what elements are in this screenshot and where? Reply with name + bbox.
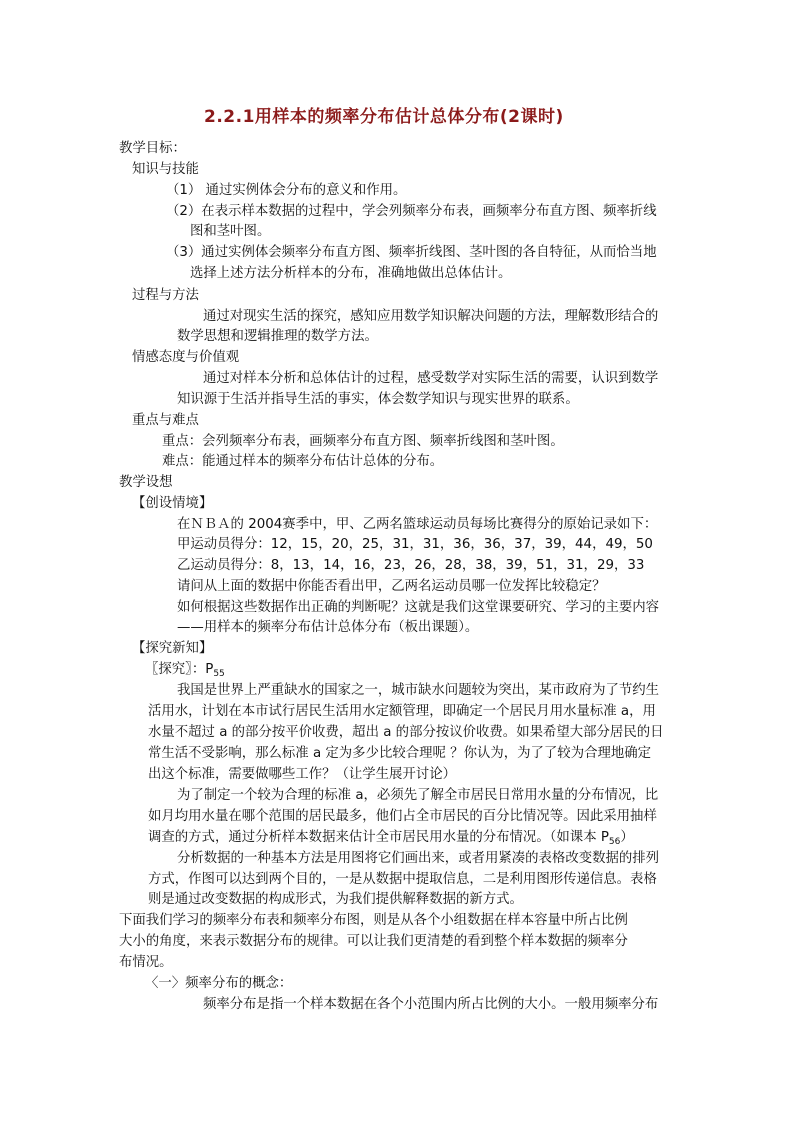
explore-p3-line1: 分析数据的一种基本方法是用图将它们画出来，或者用紧凑的表格改变数据的排列 xyxy=(177,851,660,866)
knowledge-item-1: （1） 通过实例体会分布的意义和作用。 xyxy=(166,183,407,198)
explore-p1-line3: 水量不超过 a 的部分按平价收费，超出 a 的部分按议价收费。如果希望大部分居民的日 xyxy=(148,725,664,740)
page-title: 2.2.1用样本的频率分布估计总体分布(2课时) xyxy=(204,107,564,127)
difficulty-point: 难点：能通过样本的频率分布估计总体的分布。 xyxy=(162,454,444,469)
emotion-line2: 知识源于生活并指导生活的事实，体会数学知识与现实世界的联系。 xyxy=(177,392,579,407)
process-line2: 数学思想和逻辑推理的数学方法。 xyxy=(177,329,378,344)
knowledge-heading: 知识与技能 xyxy=(132,162,199,177)
explore-p4-line1: 下面我们学习的频率分布表和频率分布图，则是从各个小组数据在样本容量中所占比例 xyxy=(119,913,628,928)
explore-p2-line3: 调查的方式，通过分析样本数据来估计全市居民用水量的分布情况。（如课本 $P_{56}$） xyxy=(148,830,634,847)
key-point: 重点：会列频率分布表，画频率分布直方图、频率折线图和茎叶图。 xyxy=(162,434,564,449)
player-b-scores: 乙运动员得分：8，13，14，16，23，26，28，38，39，51，31，29，33 xyxy=(177,558,645,573)
process-heading: 过程与方法 xyxy=(132,288,199,303)
emotion-heading: 情感态度与价值观 xyxy=(132,350,240,365)
key-heading: 重点与难点 xyxy=(132,413,199,428)
knowledge-item-2-line2: 图和茎叶图。 xyxy=(190,224,271,239)
emotion-line1: 通过对样本分析和总体估计的过程，感受数学对实际生活的需要，认识到数学 xyxy=(203,371,659,386)
frequency-section-heading: 〈一〉频率分布的概念： xyxy=(145,976,293,991)
explore-tag: 〖探究〗：$P_{55}$ xyxy=(145,662,225,679)
scenario-question-2: 如何根据这些数据作出正确的判断呢？这就是我们这堂课要研究、学习的主要内容 xyxy=(177,600,660,615)
explore-p3-line2: 方式，作图可以达到两个目的，一是从数据中提取信息，二是利用图形传递信息。表格 xyxy=(148,872,657,887)
explore-p4-line3: 布情况。 xyxy=(119,955,173,970)
player-a-scores: 甲运动员得分：12，15，20，25，31，31，36，36，37，39，44，49，50 xyxy=(177,537,653,552)
scenario-question-1: 请问从上面的数据中你能否看出甲，乙两名运动员哪一位发挥比较稳定？ xyxy=(177,579,606,594)
scenario-line1: 在ＮＢＡ的 2004赛季中，甲、乙两名篮球运动员每场比赛得分的原始记录如下： xyxy=(177,517,658,532)
explore-p2-line2: 如月均用水量在哪个范围的居民最多，他们占全市居民的百分比情况等。因此采用抽样 xyxy=(148,809,657,824)
scenario-heading: 【创设情境】 xyxy=(132,496,213,511)
scenario-question-3: ——用样本的频率分布估计总体分布（板出课题）。 xyxy=(177,620,479,635)
explore-p1-line1: 我国是世界上严重缺水的国家之一，城市缺水问题较为突出，某市政府为了节约生 xyxy=(177,683,660,698)
process-line1: 通过对现实生活的探究，感知应用数学知识解决问题的方法，理解数形结合的 xyxy=(203,309,659,324)
explore-p1-line4: 常生活不受影响，那么标准 a 定为多少比较合理呢 ？你认为，为了了较为合理地确定 xyxy=(148,746,652,761)
knowledge-item-3-line2: 选择上述方法分析样本的分布，准确地做出总体估计。 xyxy=(190,266,512,281)
explore-p1-line2: 活用水，计划在本市试行居民生活用水定额管理，即确定一个居民月用水量标准 a，用 xyxy=(148,704,656,719)
explore-p2-line1: 为了制定一个较为合理的标准 a，必须先了解全市居民日常用水量的分布情况，比 xyxy=(177,788,659,803)
explore-p1-line5: 出这个标准，需要做哪些工作？（让学生展开讨论） xyxy=(148,767,456,782)
knowledge-item-2-line1: （2）在表示样本数据的过程中，学会列频率分布表，画频率分布直方图、频率折线 xyxy=(166,204,657,219)
explore-heading: 【探究新知】 xyxy=(132,641,213,656)
explore-p4-line2: 大小的角度，来表示数据分布的规律。可以让我们更清楚的看到整个样本数据的频率分 xyxy=(119,934,628,949)
frequency-section-line1: 频率分布是指一个样本数据在各个小范围内所占比例的大小。一般用频率分布 xyxy=(203,997,659,1012)
objectives-heading: 教学目标： xyxy=(119,141,186,156)
knowledge-item-3-line1: （3）通过实例体会频率分布直方图、频率折线图、茎叶图的各自特征，从而恰当地 xyxy=(166,245,657,260)
design-heading: 教学设想 xyxy=(119,475,173,490)
explore-p3-line3: 则是通过改变数据的构成形式，为我们提供解释数据的新方式。 xyxy=(148,892,523,907)
